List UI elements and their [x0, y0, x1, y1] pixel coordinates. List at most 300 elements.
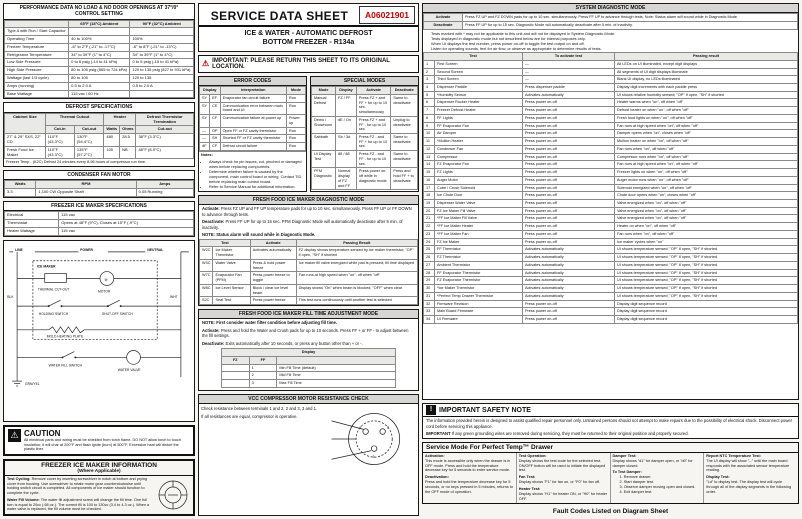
ptd-col-activation [423, 453, 517, 503]
table-cell: Activates automatically [523, 246, 615, 254]
condenser-header-row [5, 181, 194, 189]
ptd-ntc-text: The UI display will show "--" until the main board responds with the associated sensor temperature reading. [706, 458, 790, 473]
table-cell: 30 [424, 285, 435, 293]
safety-note-body: The information provided herein is designed to assist qualified repair personnel only. Untrained persons should not attempt to make repairs due to the possibility of electrical shock. Disconnect power cord before servicing this appliance. [426, 418, 793, 429]
table-cell: Communication error between main board and UI [220, 102, 286, 114]
table-cell: 135°F (57.2°C) [74, 146, 103, 159]
defrost-thermal-cutout-header: Thermal Cutout [45, 113, 104, 126]
table-row [424, 316, 798, 324]
table-cell: All segments of UI digit displays illuminate [615, 68, 798, 76]
left-column [3, 3, 195, 516]
table-cell [130, 28, 194, 36]
table-cell: Activates automatically [523, 269, 615, 277]
table-row [424, 122, 798, 130]
vcc-compressor-section [198, 394, 419, 516]
table-cell: CE [210, 102, 221, 114]
table-cell: Same to deactivate [391, 151, 418, 168]
table-cell: FZ / FF [336, 94, 357, 116]
table-header-cell: Watts [5, 181, 36, 189]
error-codes-title: ERROR CODES [199, 77, 306, 86]
table-cell: UI shows temperature sensed; "OP" if open, "SH" if shorted [615, 292, 798, 300]
table-cell: Press & hold power freeze [250, 259, 296, 271]
table-header-cell: Display [336, 87, 357, 95]
part-number-badge: A06021901 [359, 6, 415, 24]
ptd-display-test-text: "Ld" to display test. The display test will cycle through all of the display segments in the following order. [706, 480, 792, 495]
table-row [424, 223, 798, 231]
table-cell: Compressor [435, 153, 523, 161]
table-cell: Damper opens when "on", closes when "off" [615, 130, 798, 138]
table-cell: Amps (running) [5, 82, 69, 90]
table-row [200, 297, 418, 305]
table-cell: Freezer Temperature [5, 43, 69, 51]
table-row [5, 146, 194, 159]
table-cell: FZ Evaporator Thermistor [435, 277, 523, 285]
ff-im-diag-deactivate [199, 218, 418, 231]
sys-diag-test-header: Test [424, 53, 523, 61]
table-cell: Freezer Defrost Heater [435, 107, 523, 115]
table-cell: UI shows temperature sensed; "OP" if open, "SH" if shorted [615, 277, 798, 285]
table-cell: OP [210, 127, 221, 135]
table-cell: Open FF or FZ cavity thermistor [220, 127, 286, 135]
table-header-cell: Activate [356, 87, 390, 95]
table-cell [221, 379, 249, 387]
table-cell: 21 [424, 215, 435, 223]
water-fill-text: The water fill adjustment screw will change the fill time. One full turn is equal to 20cc (.68 oz.). The correct fill is 100 to 130cc (3.4 to 4.3 oz.). When a water valve is replaced, the fill volume must be checked. [7, 497, 150, 512]
list-item: • Always check for pin issues, cut, pinched or damaged wires before replacing components. [209, 159, 302, 169]
table-row [424, 83, 798, 91]
fill-time-deactivate [199, 340, 418, 347]
list-item: 1. Remove drawer. [619, 475, 652, 480]
table-cell: Ice Chute Door [435, 192, 523, 200]
table-cell: W3C [200, 259, 213, 271]
table-cell: Electrical [5, 212, 59, 220]
ptd-damper-test-label: Damper Test: [612, 453, 637, 458]
special-modes-table [311, 86, 418, 190]
table-cell: Fresh Food Ice Maker [5, 146, 46, 159]
table-row [424, 285, 798, 293]
table-row [424, 192, 798, 200]
ptd-grid [423, 453, 798, 503]
test-cycling-text: Remove cover by inserting screwdriver in notch at bottom and prying cover from housing. Use screwdriver to rotate motor gear counterclockwise until holding switch circuit is completed. All components of ice maker should function to complete the cycle. [7, 477, 148, 496]
table-cell: 3.3 [5, 189, 36, 197]
table-cell: Unplug to deactivate [391, 116, 418, 133]
table-row [424, 199, 798, 207]
table-cell: Wattage (last 1/3 cycle) [5, 75, 69, 83]
table-row [424, 114, 798, 122]
grounding-important [423, 430, 798, 437]
table-cell: 1 [424, 60, 435, 68]
sys-diag-deactivate-row [424, 21, 798, 29]
ff-im-activate-header: Activate [250, 239, 296, 247]
ff-im-deactivate-label: Deactivate: [202, 219, 225, 225]
table-cell: Display digit sequence record [615, 316, 798, 324]
table-row [5, 227, 194, 235]
table-cell: Base Wattage [5, 90, 69, 98]
table-cell: Ice maker cycles when "on" [615, 238, 798, 246]
table-cell: Activates automatically [523, 261, 615, 269]
table-cell: Defrost heater on when "on", off when "off" [615, 107, 798, 115]
holding-switch-label: HOLDING SWITCH [38, 311, 69, 316]
table-cell: Same to deactivate [391, 94, 418, 116]
table-cell: Run [286, 94, 305, 102]
defrost-cabinet-size-header: Cabinet Size [5, 113, 46, 133]
table-row [5, 134, 194, 147]
fill-time-deactivate-label: Deactivate: [202, 340, 225, 346]
table-cell: Press power freeze to toggle [250, 272, 296, 284]
wiring-diagram-section [3, 240, 195, 422]
table-row [221, 379, 395, 387]
defrost-watts-header: Watts [104, 126, 120, 134]
table-cell: Ice maker fill valve energized while pad is pressed; fill time displayed [296, 259, 417, 271]
table-cell: Evaporator Fan (PFM) [213, 272, 250, 284]
table-cell: Evaporator fan circuit failure [220, 94, 286, 102]
table-cell: 0.05 Running [136, 189, 193, 197]
ptd-display-test-label: Display Test: [706, 475, 730, 480]
table-cell: SY [200, 115, 210, 127]
table-cell: 9 [424, 122, 435, 130]
table-cell: W7C [200, 272, 213, 284]
table-cell: Compressor runs when "on", off when "off" [615, 153, 798, 161]
table-header-cell: Amps [136, 181, 193, 189]
table-row [424, 60, 798, 68]
water-fill-label: Water Fill Volume: [7, 497, 40, 502]
list-item: 2. Start damper test. [619, 480, 654, 485]
table-cell: 115 vac [59, 212, 194, 220]
defrost-specs-section [3, 102, 195, 167]
table-cell: Press power on-off [523, 192, 615, 200]
table-cell: Third Screen [435, 76, 523, 84]
table-cell: Fresh food lights on when "on", off when "off" [615, 114, 798, 122]
table-header-cell: FF [249, 356, 277, 364]
caution-section [3, 425, 195, 456]
table-cell: *Humidity Sensor [435, 91, 523, 99]
ptd-col-test-operation [517, 453, 611, 503]
table-cell: Display digit increments with each paddle press [615, 83, 798, 91]
table-row [312, 116, 418, 133]
table-cell: EF [210, 94, 221, 102]
table-cell: *FF Ice Maker Fill Valve [435, 215, 523, 223]
notes-label: Notes: [201, 152, 213, 157]
table-cell: Press power on-off [523, 130, 615, 138]
list-item: • Refer to Service Manual for additional information. [209, 184, 302, 189]
ptd-fan-test-text: Display shows "F1" for fan on, or "F0" for fan off. [518, 480, 601, 485]
table-cell: 2 [249, 372, 277, 380]
terminal-1-label: 1 [359, 425, 362, 430]
table-cell: 5 [424, 91, 435, 99]
table-row [424, 161, 798, 169]
table-cell: Auger Motor [435, 176, 523, 184]
table-cell: Solenoid energized when "on", off when "off" [615, 184, 798, 192]
table-row [200, 259, 418, 271]
table-cell: dE / On [336, 116, 357, 133]
table-cell: 4 [424, 83, 435, 91]
table-cell: Shorted FF or FZ cavity thermistor [220, 135, 286, 143]
table-cell: 120 to 135 [130, 75, 194, 83]
right-column [422, 3, 799, 516]
test-cycling-label: Test Cycling: [7, 477, 31, 481]
freezer-ice-maker-specs-section [3, 201, 195, 237]
freezer-im-specs-table [4, 211, 194, 235]
defrost-group-header-row [5, 113, 194, 126]
table-cell: Dispenser Rocker Heater [435, 99, 523, 107]
table-cell: Fan runs at high speed when "on", off when "off" [615, 122, 798, 130]
table-cell: PFM Diagnostic [312, 168, 336, 190]
defrost-thermistor-header: Defrost Thermistor Termination [136, 113, 194, 126]
list-item: • Tests displayed in diagnostic mode but not described below are for internal purposes only. [431, 36, 796, 41]
table-cell: 40 to 100% [69, 36, 130, 44]
table-cell: 14 [424, 161, 435, 169]
terminal-2-label: 2 [386, 425, 389, 430]
table-cell: 2 [424, 68, 435, 76]
table-cell: Fan runs at high speed when "on", off when "off" [296, 272, 417, 284]
system-diagnostic-section [422, 3, 799, 400]
table-row [5, 67, 194, 75]
table-row [424, 277, 798, 285]
table-cell: 34 [424, 316, 435, 324]
ff-im-diag-title: FRESH FOOD ICE MAKER DIAGNOSTIC MODE [199, 196, 418, 205]
condenser-fan-section [3, 170, 195, 198]
ff-im-activate-label: Activate: [202, 206, 220, 212]
table-cell: Press power on-off [523, 316, 615, 324]
table-cell: Min Fill Time (default) [277, 364, 396, 372]
error-codes-section [198, 76, 307, 192]
table-cell: Activates automatically [523, 292, 615, 300]
list-item: 4. Exit damper test. [619, 490, 653, 495]
defrost-title: DEFROST SPECIFICATIONS [4, 103, 194, 112]
table-cell: 0.5 to 2.0 A [130, 82, 194, 90]
table-cell: S2C [200, 297, 213, 305]
caution-icon: ⚠ [8, 429, 21, 442]
caution-title: CAUTION [24, 428, 61, 438]
ptd-damper-steps [620, 475, 702, 495]
table-cell: Chute door opens when "on", closes when "off" [615, 192, 798, 200]
table-cell: CF [210, 115, 221, 127]
table-cell: Press power on-off [523, 153, 615, 161]
water-fill-adjustment-dial-diagram [155, 477, 191, 513]
table-cell: Activates automatically [523, 285, 615, 293]
table-cell: UI shows temperature sensed; "OP" if open, "SH" if shorted [615, 261, 798, 269]
table-row [424, 308, 798, 316]
table-row [5, 189, 194, 197]
fault-codes-footer: Fault Codes Listed on Diagram Sheet [552, 508, 669, 515]
fill-time-deactivate-text: Exits automatically after 10 seconds, or press any button other than + or -. [225, 340, 363, 346]
defrost-cutout-header: Cut-out [74, 126, 103, 134]
table-cell: Run [286, 135, 305, 143]
table-cell: FF Evaporator Fan [435, 122, 523, 130]
table-cell: 11 [424, 138, 435, 146]
important-safety-note-section [422, 403, 799, 438]
fill-time-note: NOTE: First consider water filter condition before adjusting fill time. [202, 320, 337, 326]
table-cell: Second Screen [435, 68, 523, 76]
table-cell: Valve energized when "on", off when "off" [615, 199, 798, 207]
table-row [200, 143, 306, 151]
wiring-line-label: LINE [15, 247, 23, 252]
ptd-to-test-damper-label: To Test Damper: [612, 470, 642, 475]
sys-diag-activate-text: Press FZ UP and FZ DOWN pads for up to 10 sec. simultaneously. Press FF UP to advance through tests. Note: Status alarm will sound while in Diagnostic Mode. [463, 14, 798, 22]
sys-diag-activate-row [424, 14, 798, 22]
table-cell: Press power on-off [523, 230, 615, 238]
table-cell: UI shows temperature sensed; "OP" if open, "SH" if shorted [615, 269, 798, 277]
error-codes-table [199, 86, 306, 151]
table-cell: 34° to 39°F (1° to 4°C) [130, 51, 194, 59]
table-row [424, 130, 798, 138]
table-cell: NB [120, 146, 136, 159]
vcc-body [199, 404, 418, 474]
fill-time-display-header: Display [221, 349, 395, 357]
table-cell: Press FZ - and FF + for up to 10 sec. [356, 134, 390, 151]
caution-text: All electrical parts and wiring must be shielded from torch flame. DO NOT allow torch to touch insulation; it will char at 200°F and flash ignite (burn) at 500°F. Excessive heat will distort the plastic liner. [24, 437, 181, 452]
sys-diag-activate-label: Activate [424, 14, 463, 22]
table-cell: Press power on-off [523, 138, 615, 146]
table-cell: Display shows "On" when beam is blocked, "OFF" when clear [296, 284, 417, 296]
table-cell: SY [200, 94, 210, 102]
list-item: • Tests marked with * may not be applicable to this unit and will not be displayed in System Diagnostic Mode. [431, 31, 796, 36]
fill-time-activate [199, 327, 418, 340]
table-cell: Display digit sequence record [615, 300, 798, 308]
ff-im-diag-table [199, 239, 418, 305]
table-cell: FZ Ice Maker Fill Valve [435, 207, 523, 215]
error-display-header: Display [200, 87, 221, 95]
grounding-important-label: IMPORTANT [426, 431, 451, 437]
table-row [200, 94, 306, 102]
table-cell: 32 [424, 300, 435, 308]
table-cell: Defrost circuit failure [220, 143, 286, 151]
im-info-title: FREEZER ICE MAKER INFORMATION [41, 462, 157, 469]
table-cell: Press power on-off [523, 223, 615, 231]
table-cell: -6° to 8°F (-21° to -13°C) [130, 43, 194, 51]
table-cell: 12 [424, 145, 435, 153]
table-cell: This test runs continuously until another test is selected [296, 297, 417, 305]
table-cell: 23 [424, 230, 435, 238]
im-info-test-cycling [7, 477, 153, 496]
table-row [424, 300, 798, 308]
error-codes-header-row [200, 87, 306, 95]
table-cell: Run [286, 102, 305, 114]
table-cell: 3 [249, 379, 277, 387]
table-row [424, 261, 798, 269]
table-cell: 110°F (43.3°C) [45, 134, 74, 147]
motor-symbol: M [104, 277, 108, 282]
ff-im-deactivate-text: Press FF UP for up to 15 sec. PFM Diagnostic Mode will automatically deactivate after 5 min. of inactivity. [202, 219, 403, 230]
table-header-cell: FZ [221, 356, 249, 364]
table-cell: 3 [424, 76, 435, 84]
table-row [424, 145, 798, 153]
ptd-ntc-label: Report NTC Temperature Test: [706, 453, 761, 458]
table-cell: Activates automatically [523, 254, 615, 262]
table-cell: Press power freeze [250, 297, 296, 305]
shutoff-switch-label: SHUT-OFF SWITCH [101, 311, 133, 316]
ptd-heater-test-text: Display shows "H1" for heater ON, or "H0" for heater OFF. [518, 492, 608, 502]
table-cell: 22 [424, 223, 435, 231]
defrost-heater-header: Heater [104, 113, 136, 126]
table-row [424, 169, 798, 177]
sheet-subtitle [199, 27, 418, 51]
table-row [5, 51, 194, 59]
table-cell: High Side Pressure [5, 67, 69, 75]
table-row [424, 68, 798, 76]
fill-time-display-table [221, 348, 396, 388]
table-cell: — [523, 76, 615, 84]
table-row [5, 212, 194, 220]
table-row [424, 184, 798, 192]
special-modes-header-row [312, 87, 418, 95]
table-cell: 10 [424, 130, 435, 138]
freezer-ice-maker-info-section [3, 459, 195, 516]
ff-im-test-header: Test [200, 239, 251, 247]
table-row [424, 246, 798, 254]
table-cell: Press power on-off [523, 308, 615, 316]
motor-label: MOTOR [98, 288, 111, 293]
table-row [424, 176, 798, 184]
table-cell: 28 [424, 269, 435, 277]
table-cell: FZ Thermistor [435, 254, 523, 262]
table-cell: Valve energized when "on", off when "off" [615, 215, 798, 223]
table-cell: 120 to 135 psig (827 to 931 kPa) [130, 67, 194, 75]
table-cell: 8 [424, 114, 435, 122]
table-row [200, 102, 306, 114]
table-cell: W8C [200, 284, 213, 296]
table-cell: Water Valve [213, 259, 250, 271]
freezer-im-specs-title: FREEZER ICE MAKER SPECIFICATIONS [4, 202, 194, 211]
wire-color-ground-label: GRN/YEL [24, 381, 40, 386]
table-cell: Press power on-off [523, 122, 615, 130]
table-cell: Block / clear ice level beam [250, 284, 296, 296]
ptd-title: Service Mode For Perfect Temp™ Drawer [423, 443, 798, 453]
thermal-cutout-label: THERMAL CUT-OUT [37, 286, 70, 291]
table-cell: 19 [424, 199, 435, 207]
table-cell: Press power on-off [523, 161, 615, 169]
compressor-terminal-diagram [328, 406, 416, 472]
ptd-activation-label: Activation: [425, 453, 445, 458]
table-cell: Run [286, 127, 305, 135]
error-codes-notes [199, 151, 306, 191]
im-info-subtitle: (Where Applicable) [5, 469, 193, 476]
table-cell: Press power on-off [523, 207, 615, 215]
table-row [424, 269, 798, 277]
sheet-title: SERVICE DATA SHEET [210, 9, 349, 23]
ff-ice-maker-diagnostic-section [198, 195, 419, 306]
table-row [200, 284, 418, 296]
table-cell: dF [200, 143, 210, 151]
table-row [424, 230, 798, 238]
table-cell: 27 [424, 261, 435, 269]
table-cell: Refrigerator Temperature [5, 51, 69, 59]
table-cell: 18 [424, 192, 435, 200]
sys-diag-deactivate-label: Deactivate [424, 21, 463, 29]
table-cell: Press power on-off [523, 199, 615, 207]
table-row [312, 168, 418, 190]
ptd-deactivation-text: Press and hold the temperature decrease key for 5 seconds, or no keys pressed in 5 minutes, returns to the OFF mode of operation. [425, 480, 514, 495]
table-cell: — [523, 60, 615, 68]
table-cell: 29 [424, 277, 435, 285]
ptd-test-operation-text: Display shows the test code for the selected test. ON/OFF button will be used to initiate the displayed test. [518, 458, 606, 473]
sheet-subtitle-line1: ICE & WATER - AUTOMATIC DEFROST [244, 30, 373, 37]
table-cell: 13 [424, 153, 435, 161]
table-cell: 33 [424, 308, 435, 316]
table-cell: Press FZ - and FF - for up to 10 sec. [356, 151, 390, 168]
sys-diag-toactivate-header: To activate test [523, 53, 615, 61]
table-header-cell: RPM [36, 181, 136, 189]
table-cell: FF Evaporator Thermistor [435, 269, 523, 277]
table-cell: Press power on-off [523, 300, 615, 308]
table-cell: 26 [424, 254, 435, 262]
table-cell: Same to deactivate [391, 134, 418, 151]
codes-modes-row [198, 76, 419, 192]
table-cell: FZ Evaporator Fan [435, 161, 523, 169]
system-diagnostic-title: SYSTEM DIAGNOSTIC MODE [423, 4, 798, 13]
table-header-cell: Mode [312, 87, 336, 95]
table-cell: 80 to 105 psig (565 to 724 kPa) [69, 67, 130, 75]
